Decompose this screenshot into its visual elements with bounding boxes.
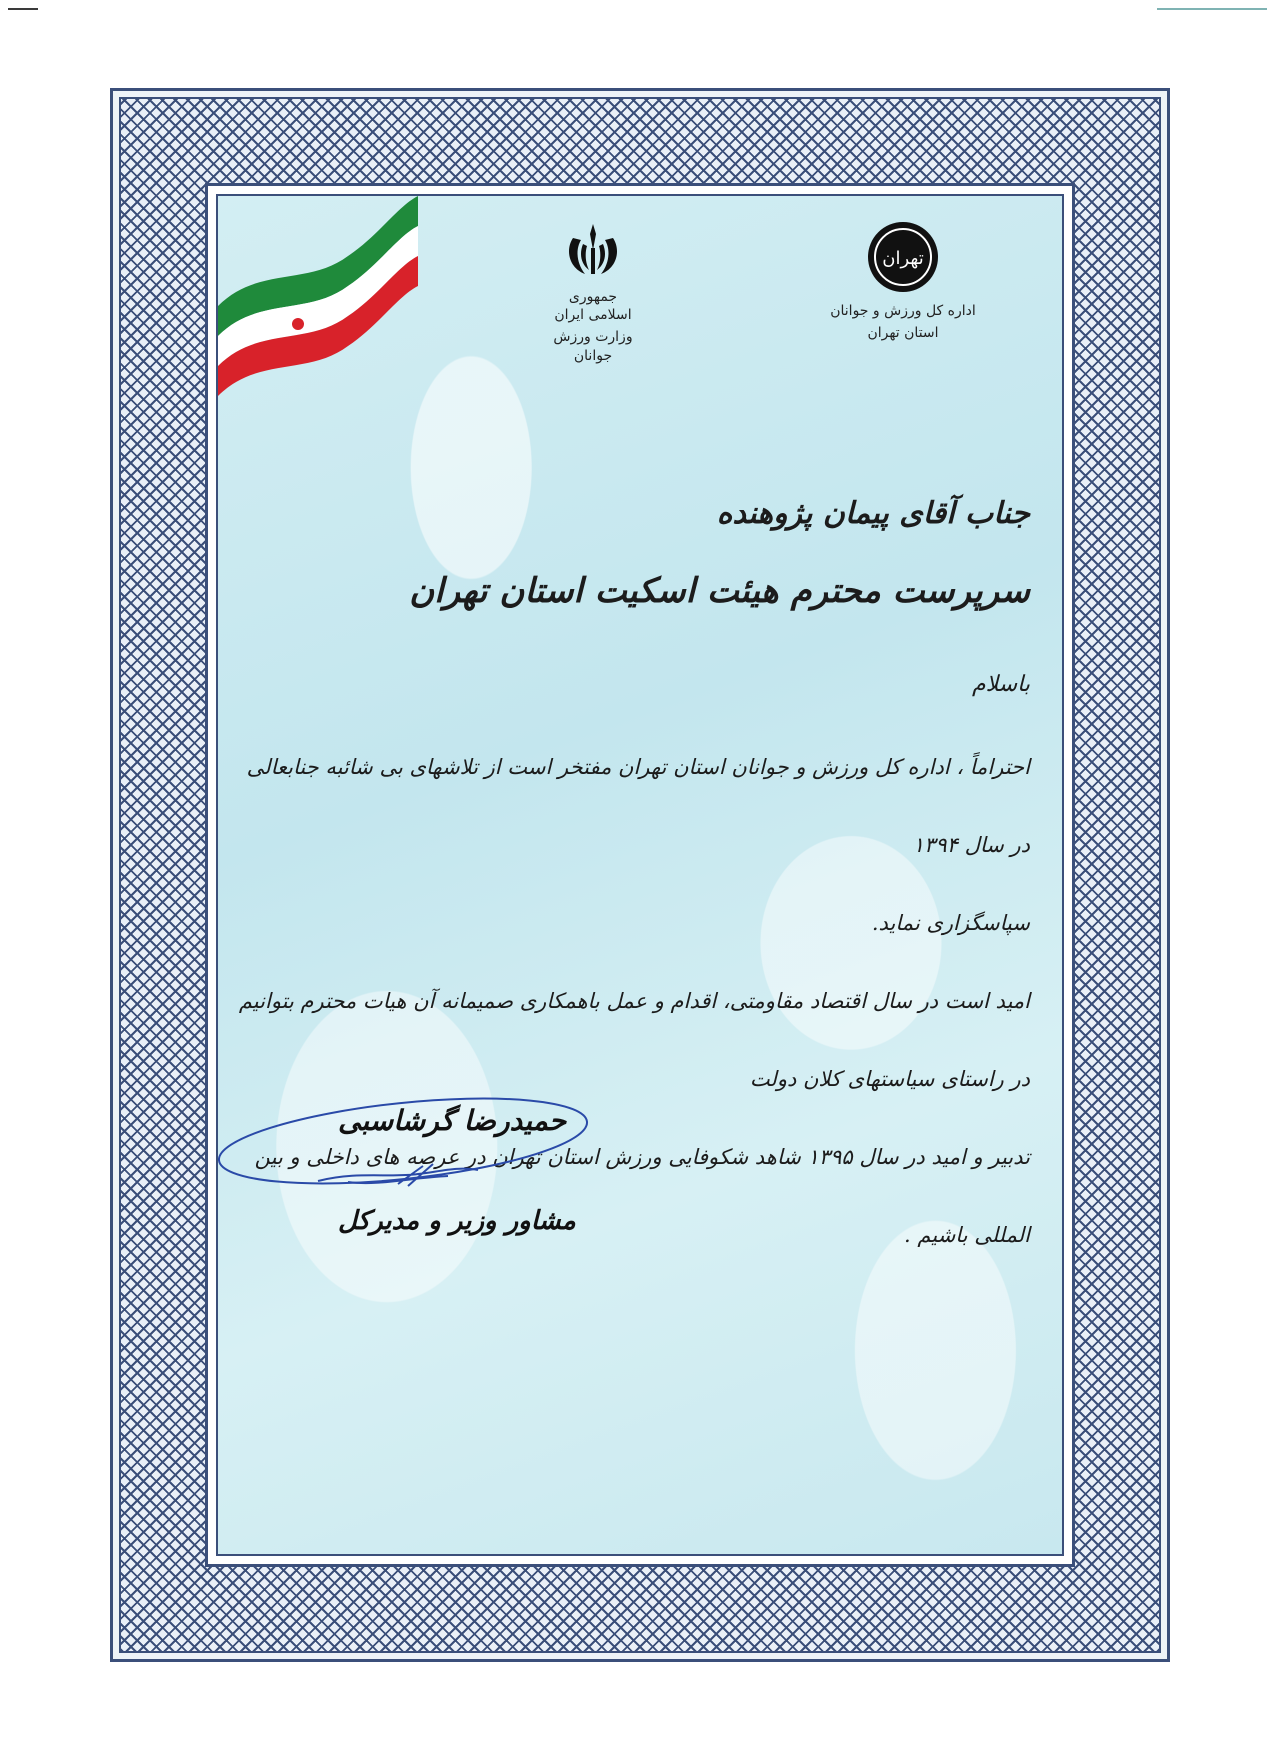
body-line-2: سپاسگزاری نماید. <box>871 911 1030 935</box>
certificate-frame <box>110 88 1170 1662</box>
signatory-title: مشاور وزیر و مدیرکل <box>338 1206 576 1236</box>
certificate-body <box>216 194 1064 1556</box>
emblem-org-line2: استان تهران <box>867 325 939 342</box>
government-emblem <box>548 220 638 365</box>
scan-artifact-left <box>8 8 38 10</box>
scan-artifact-right <box>1157 8 1267 10</box>
iran-emblem-icon <box>563 220 623 280</box>
signature-block <box>218 1086 638 1256</box>
emblem-gov-line2: وزارت ورزش جوانان <box>553 329 633 364</box>
body-line-4: تدبیر و امید در سال ۱۳۹۵ شاهد شکوفایی ورزش استان تهران در عرصه های داخلی و بین المللی باشیم . <box>254 1145 1030 1247</box>
certificate-inner-border <box>205 183 1075 1567</box>
body-line-3: امید است در سال اقتصاد مقاومتی، اقدام و عمل باهمکاری صمیمانه آن هیات محترم بتوانیم در راستای سیاستهای کلان دولت <box>238 989 1030 1091</box>
emblem-gov-line1: جمهوری اسلامی ایران <box>554 289 632 324</box>
signatory-name: حمیدرضا گرشاسبی <box>338 1104 567 1137</box>
logo-text: تهران <box>882 248 924 269</box>
organization-emblem <box>818 220 988 342</box>
tehran-logo-icon <box>866 220 940 294</box>
greeting: باسلام <box>971 672 1030 697</box>
recipient-name: جناب آقای پیمان پژوهنده <box>716 496 1030 531</box>
body-line-1: احتراماً ، اداره کل ورزش و جوانان استان تهران مفتخر است از تلاشهای بی شائبه جنابعالی در سال ۱۳۹۴ <box>246 755 1030 857</box>
iran-flag-icon <box>218 196 418 396</box>
recipient-title: سرپرست محترم هیئت اسکیت استان تهران <box>409 571 1030 611</box>
emblem-org-line1: اداره کل ورزش و جوانان <box>830 303 976 319</box>
